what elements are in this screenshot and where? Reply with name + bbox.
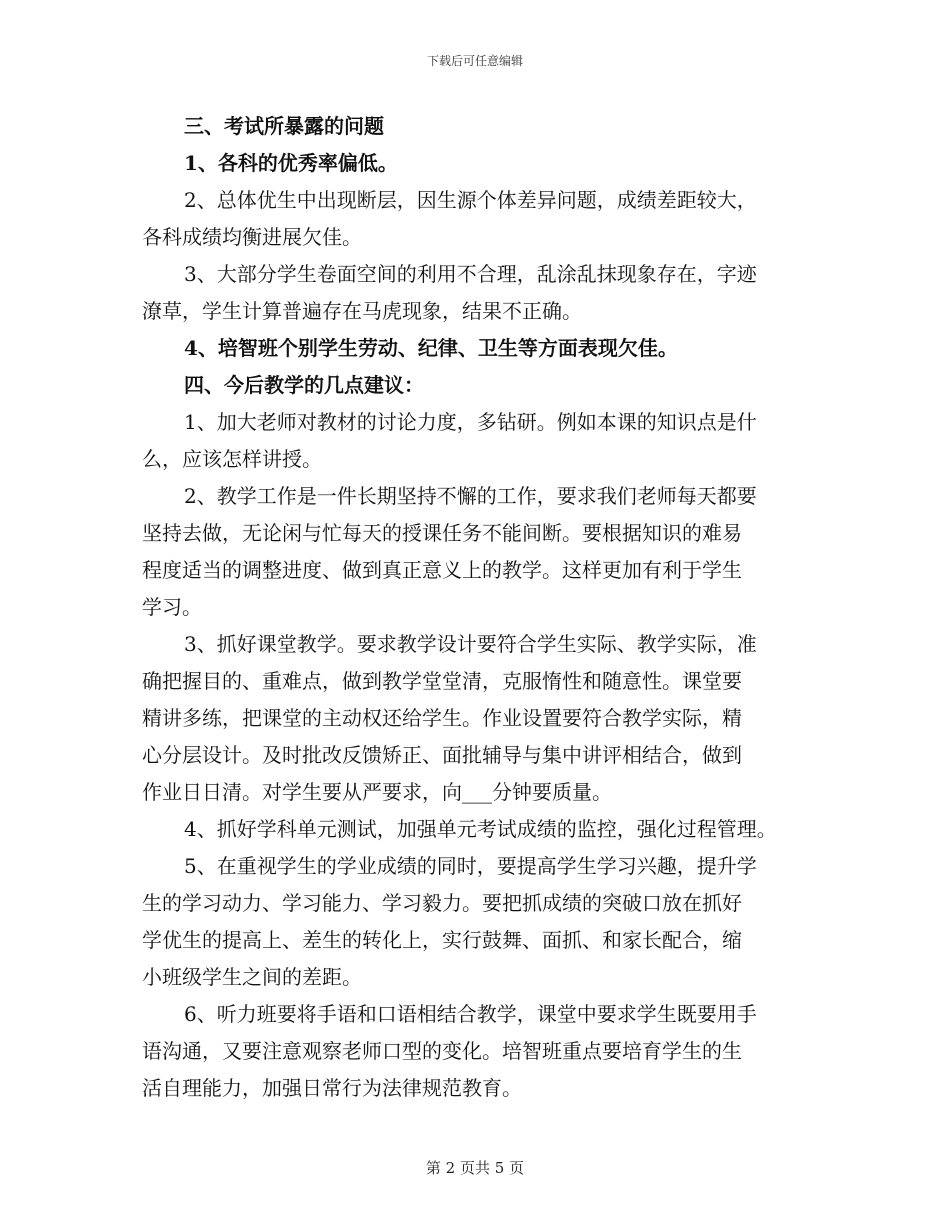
heading-line: 4、培智班个别学生劳动、纪律、卫生等方面表现欠佳。 (184, 336, 678, 360)
heading-line: 三、考试所暴露的问题 (184, 114, 384, 138)
paragraph-line: 生的学习动力、学习能力、学习毅力。要把抓成绩的突破口放在抓好 (142, 891, 742, 915)
paragraph-line: 么，应该怎样讲授。 (142, 447, 322, 471)
paragraph-line: 作业日日清。对学生要从严要求，向___分钟要质量。 (142, 780, 612, 804)
paragraph-line: 坚持去做，无论闲与忙每天的授课任务不能间断。要根据知识的难易 (142, 521, 742, 545)
heading-line: 四、今后教学的几点建议： (184, 373, 424, 397)
paragraph-line: 各科成绩均衡进展欠佳。 (142, 225, 362, 249)
paragraph-line: 4、抓好学科单元测试，加强单元考试成绩的监控，强化过程管理。 (184, 817, 777, 841)
paragraph-line: 语沟通，又要注意观察老师口型的变化。培智班重点要培育学生的生 (142, 1039, 742, 1063)
heading-line: 1、各科的优秀率偏低。 (184, 151, 398, 175)
paragraph-line: 2、总体优生中出现断层，因生源个体差异问题，成绩差距较大， (184, 188, 757, 212)
document-body (142, 108, 822, 1107)
paragraph-line: 程度适当的调整进度、做到真正意义上的教学。这样更加有利于学生 (142, 558, 742, 582)
paragraph-line: 6、听力班要将手语和口语相结合教学，课堂中要求学生既要用手 (184, 1002, 757, 1026)
paragraph-line: 潦草，学生计算普遍存在马虎现象，结果不正确。 (142, 299, 582, 323)
paragraph-line: 1、加大老师对教材的讨论力度，多钻研。例如本课的知识点是什 (184, 410, 757, 434)
paragraph-line: 5、在重视学生的学业成绩的同时，要提高学生学习兴趣，提升学 (184, 854, 757, 878)
page-header: 下载后可任意编辑 (426, 54, 523, 68)
paragraph-line: 心分层设计。及时批改反馈矫正、面批辅导与集中讲评相结合，做到 (142, 743, 742, 767)
paragraph-line: 精讲多练，把课堂的主动权还给学生。作业设置要符合教学实际，精 (142, 706, 742, 730)
paragraph-line: 学优生的提高上、差生的转化上，实行鼓舞、面抓、和家长配合，缩 (142, 928, 742, 952)
paragraph-line: 小班级学生之间的差距。 (142, 965, 362, 989)
paragraph-line: 活自理能力，加强日常行为法律规范教育。 (142, 1076, 522, 1100)
paragraph-line: 确把握目的、重难点，做到教学堂堂清，克服惰性和随意性。课堂要 (142, 669, 742, 693)
paragraph-line: 3、大部分学生卷面空间的利用不合理，乱涂乱抹现象存在，字迹 (184, 262, 757, 286)
page-footer: 第 2 页共 5 页 (425, 1159, 525, 1177)
paragraph-line: 学习。 (142, 595, 202, 619)
paragraph-line: 2、教学工作是一件长期坚持不懈的工作，要求我们老师每天都要 (184, 484, 757, 508)
paragraph-line: 3、抓好课堂教学。要求教学设计要符合学生实际、教学实际，准 (184, 632, 757, 656)
